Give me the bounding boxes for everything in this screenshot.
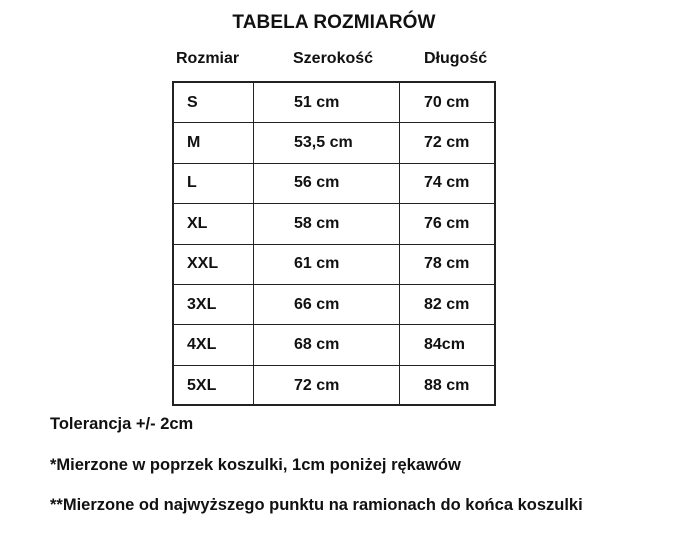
cell-width: 66 cm (254, 285, 400, 325)
cell-size: 4XL (174, 325, 254, 365)
cell-width: 72 cm (254, 366, 400, 406)
column-header-width: Szerokość (293, 50, 374, 67)
cell-length: 88 cm (424, 376, 470, 394)
cell-length: 72 cm (400, 123, 494, 163)
length-measurement-note: **Mierzone od najwyższego punktu na ramionach do końca koszulki (50, 496, 583, 514)
tolerance-note: Tolerancja +/- 2cm (50, 415, 194, 433)
cell-length: 84cm (400, 325, 494, 365)
cell-width: 51 cm (254, 83, 400, 123)
column-header-size: Rozmiar (176, 50, 240, 67)
cell-length: 70 cm (400, 83, 494, 123)
cell-size: L (174, 164, 254, 204)
column-header-length: Długość (424, 50, 488, 67)
cell-width: 56 cm (254, 164, 400, 204)
width-measurement-note: *Mierzone w poprzek koszulki, 1cm poniżej rękawów (50, 456, 461, 474)
cell-size: XXL (174, 245, 254, 285)
size-table (172, 81, 496, 406)
cell-width: 53,5 cm (254, 123, 400, 163)
cell-length: 82 cm (400, 285, 494, 325)
cell-width: 61 cm (254, 245, 400, 285)
cell-size: M (174, 123, 254, 163)
page-title: TABELA ROZMIARÓW (232, 12, 436, 33)
cell-size: 3XL (174, 285, 254, 325)
cell-length: 76 cm (400, 204, 494, 244)
cell-size: S (174, 83, 254, 123)
cell-width: 68 cm (254, 325, 400, 365)
cell-size: 5XL (174, 366, 254, 406)
cell-length: 78 cm (400, 245, 494, 285)
cell-length: 74 cm (400, 164, 494, 204)
cell-width: 58 cm (254, 204, 400, 244)
cell-size: XL (174, 204, 254, 244)
